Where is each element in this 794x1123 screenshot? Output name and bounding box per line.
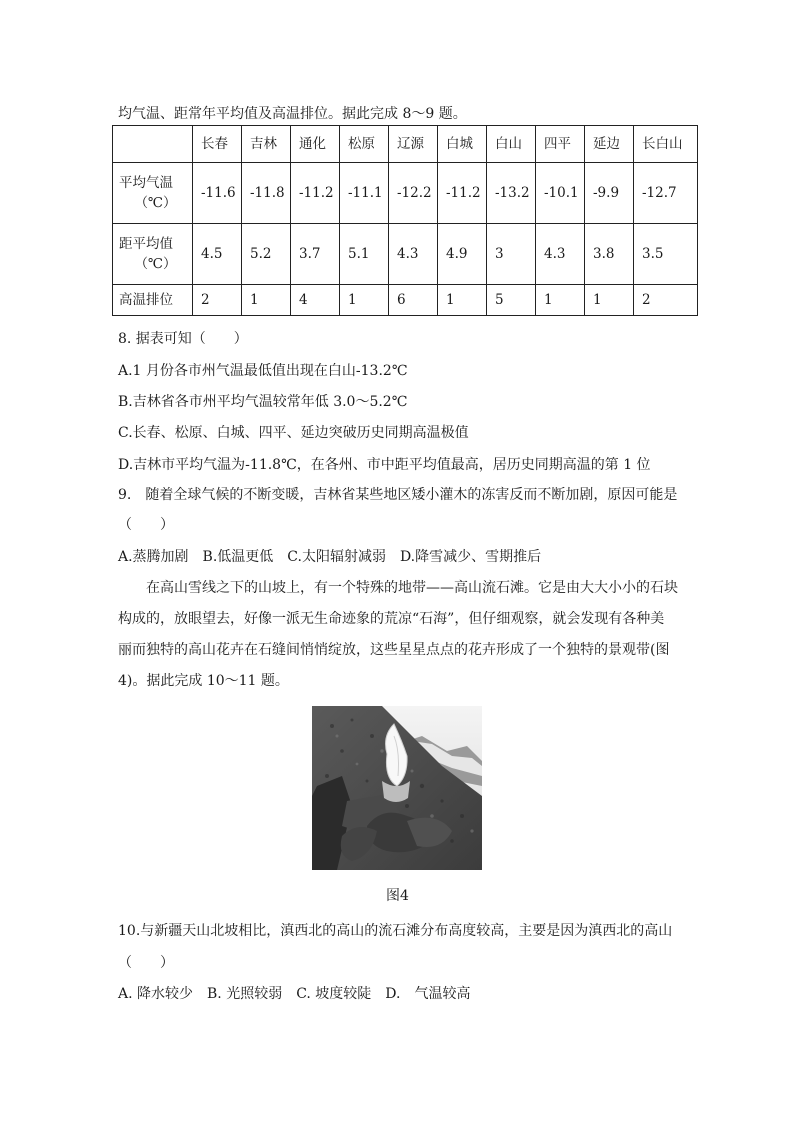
q10-stem: 10.与新疆天山北坡相比，滇西北的高山的流石滩分布高度较高，主要是因为滇西北的高山 (118, 923, 673, 939)
column-header: 辽源 (389, 126, 438, 163)
q10-stem-blank: （ ） (118, 955, 174, 971)
table-cell: -11.6 (193, 163, 242, 224)
table-cell: 1 (438, 285, 487, 316)
table-cell: 3.7 (291, 224, 340, 285)
passage-line: 在高山雪线之下的山坡上，有一个特殊的地带——高山流石滩。它是由大大小小的石块 (146, 580, 678, 596)
table-cell: 1 (242, 285, 291, 316)
row-header-line: 距平均值 (119, 236, 173, 252)
column-header: 延边 (585, 126, 634, 163)
table-cell: 4.3 (536, 224, 585, 285)
row-header (113, 163, 193, 224)
alpine-flower-photo (312, 706, 482, 870)
column-header: 松原 (340, 126, 389, 163)
table-cell: 4.3 (389, 224, 438, 285)
q9-options: A.蒸腾加剧 B.低温更低 C.太阳辐射减弱 D.降雪减少、雪期推后 (118, 549, 542, 565)
table-row (113, 285, 698, 316)
column-header: 四平 (536, 126, 585, 163)
table-cell: 6 (389, 285, 438, 316)
table-cell: -10.1 (536, 163, 585, 224)
q9-stem: 9. 随着全球气候的不断变暖，吉林省某些地区矮小灌木的冻害反而不断加剧，原因可能是 (118, 487, 678, 503)
figure-caption: 图4 (386, 888, 409, 904)
table-cell: 2 (193, 285, 242, 316)
table-cell: -9.9 (585, 163, 634, 224)
temperature-table (112, 125, 698, 316)
table-cell: -11.8 (242, 163, 291, 224)
passage-line: 4)。据此完成 10～11 题。 (118, 673, 289, 689)
table-header-row (113, 126, 698, 163)
table-cell: 4.5 (193, 224, 242, 285)
row-header-unit: （℃） (134, 256, 177, 272)
table-cell: 3.8 (585, 224, 634, 285)
row-header-line: 平均气温 (119, 175, 173, 191)
q8-option-b: B.吉林省各市州平均气温较常年低 3.0～5.2℃ (118, 394, 408, 410)
q8-stem: 8. 据表可知（ ） (118, 331, 248, 347)
table-cell: 5.1 (340, 224, 389, 285)
column-header: 长春 (193, 126, 242, 163)
q9-stem-blank: （ ） (118, 517, 174, 533)
table-cell: -13.2 (487, 163, 536, 224)
table-cell: -12.7 (634, 163, 698, 224)
table-cell: -11.2 (438, 163, 487, 224)
row-header (113, 224, 193, 285)
passage-line: 丽而独特的高山花卉在石缝间悄悄绽放，这些星星点点的花卉形成了一个独特的景观带(图 (118, 642, 670, 658)
table-row (113, 163, 698, 224)
table-cell: 3.5 (634, 224, 698, 285)
q10-options: A. 降水较少 B. 光照较弱 C. 坡度较陡 D. 气温较高 (118, 986, 471, 1002)
table-cell: -12.2 (389, 163, 438, 224)
column-header: 吉林 (242, 126, 291, 163)
table-cell: 1 (340, 285, 389, 316)
table-cell: 5.2 (242, 224, 291, 285)
q8-option-a: A.1 月份各市州气温最低值出现在白山-13.2℃ (118, 363, 408, 379)
table-cell: 5 (487, 285, 536, 316)
table-cell: 4.9 (438, 224, 487, 285)
table-cell: -11.2 (291, 163, 340, 224)
column-header: 通化 (291, 126, 340, 163)
row-header-unit: （℃） (134, 195, 177, 211)
row-header: 高温排位 (113, 285, 193, 316)
table-cell: 4 (291, 285, 340, 316)
column-header: 长白山 (634, 126, 698, 163)
intro-line: 均气温、距常年平均值及高温排位。据此完成 8～9 题。 (118, 106, 467, 122)
table-corner-cell (113, 126, 193, 163)
table-cell: 1 (536, 285, 585, 316)
q8-option-c: C.长春、松原、白城、四平、延边突破历史同期高温极值 (118, 425, 469, 441)
column-header: 白山 (487, 126, 536, 163)
table-cell: -11.1 (340, 163, 389, 224)
table-cell: 2 (634, 285, 698, 316)
passage-line: 构成的，放眼望去，好像一派无生命迹象的荒凉“石海”，但仔细观察，就会发现有各种美 (118, 611, 665, 627)
column-header: 白城 (438, 126, 487, 163)
table-row (113, 224, 698, 285)
table-cell: 1 (585, 285, 634, 316)
table-cell: 3 (487, 224, 536, 285)
q8-option-d: D.吉林市平均气温为-11.8℃，在各州、市中距平均值最高，居历史同期高温的第 1 位 (118, 457, 651, 473)
